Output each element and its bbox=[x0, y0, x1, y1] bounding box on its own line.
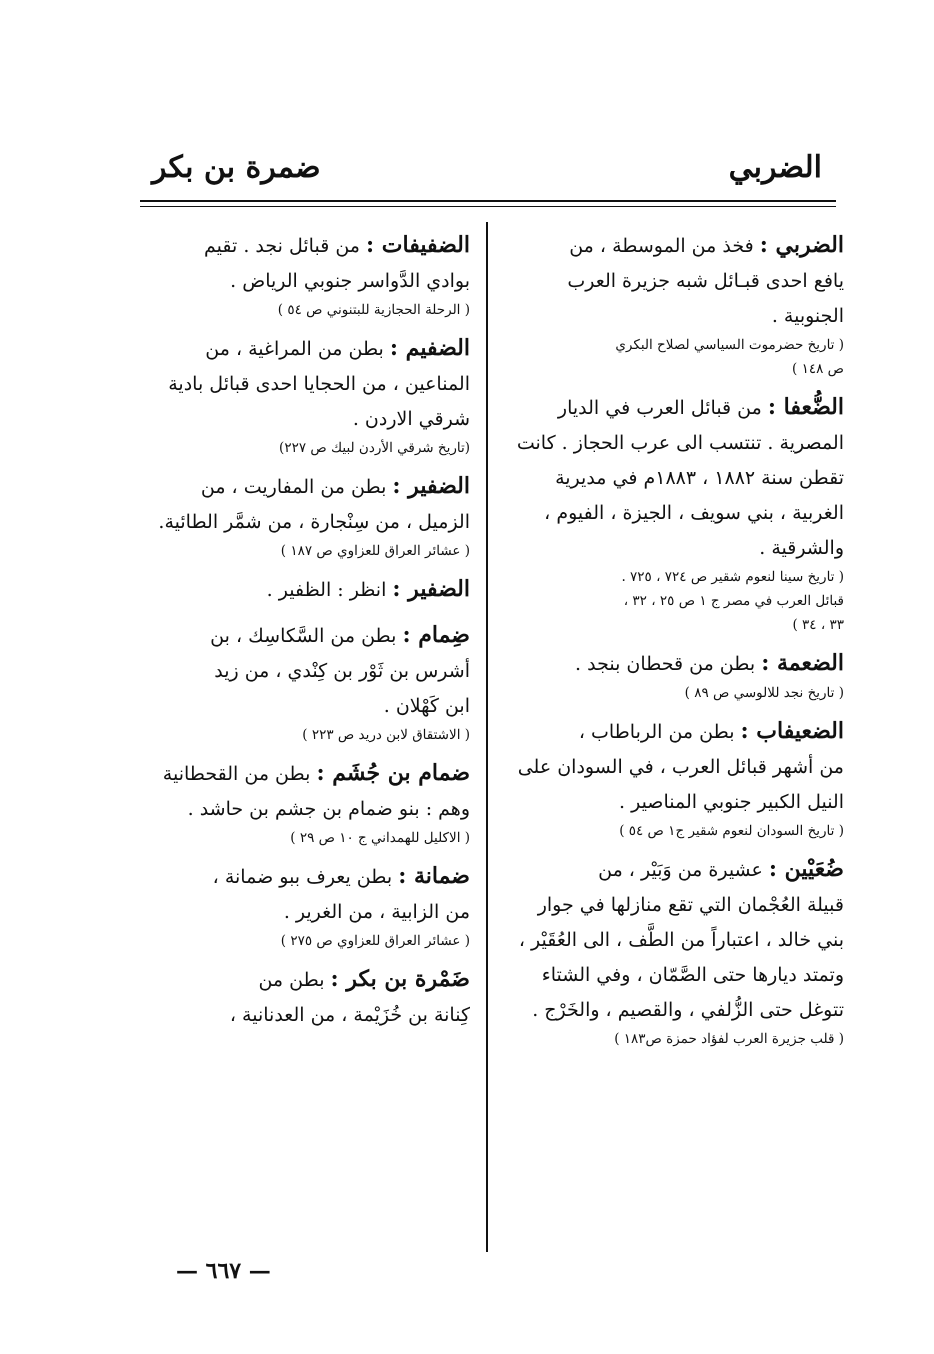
entry-text: بطن من الرباطاب ، bbox=[578, 721, 735, 743]
entry-text: يافع احدى قبـائل شبه جزيرة العرب bbox=[567, 270, 844, 292]
dictionary-entry bbox=[500, 852, 844, 1050]
entry-text-line bbox=[128, 689, 470, 724]
entry-text: عشيرة من وَبَيْر ، من bbox=[598, 859, 763, 881]
entry-text: بوادي الدَّواسر جنوبي الرياض . bbox=[230, 270, 470, 292]
entry-text: ابن كَهْلان . bbox=[383, 695, 470, 717]
entry-text: شرقي الاردن . bbox=[352, 408, 470, 430]
entry-text-line bbox=[500, 390, 844, 426]
entry-text-line bbox=[128, 792, 470, 827]
entry-source: ( تاريخ السودان لنعوم شقير ج١ ص ٥٤ ) bbox=[619, 823, 844, 839]
entry-text: بطن من المفاريت ، من bbox=[200, 476, 387, 498]
entry-headword: الضُّعفا : bbox=[767, 394, 844, 420]
entry-text-line bbox=[500, 923, 844, 958]
entry-text-line bbox=[128, 367, 470, 402]
entry-text: الغربية ، بني سويف ، الجيزة ، الفيوم ، bbox=[544, 502, 844, 524]
entry-headword: ضمانة : bbox=[398, 863, 470, 889]
entry-text: من أشهر قبائل العرب ، في السودان على bbox=[517, 756, 844, 778]
entry-text-line bbox=[128, 469, 470, 505]
entry-text: وهم : بنو ضمام بن جشم بن حاشد . bbox=[187, 798, 470, 820]
entry-text-line bbox=[500, 228, 844, 264]
entry-text: من قبائل العرب في الديار bbox=[557, 397, 762, 419]
entry-text-line bbox=[128, 998, 470, 1033]
entry-text: تقطن سنة ١٨٨٢ ، ١٨٨٣م في مديرية bbox=[555, 467, 844, 489]
entry-text: الجنوبية . bbox=[771, 305, 844, 327]
entry-text-line bbox=[128, 618, 470, 654]
dictionary-entry bbox=[128, 618, 470, 746]
entry-source: ( تاريخ نجد للالوسي ص ٨٩ ) bbox=[684, 685, 844, 701]
entry-headword: ضُعَيْين : bbox=[768, 856, 844, 882]
entry-text: من قبائل نجد . تقيم bbox=[204, 235, 360, 257]
entry-text: تتوغل حتى الزُّلفي ، والقصيم ، والخَرْج . bbox=[532, 999, 844, 1021]
entry-text-line bbox=[500, 714, 844, 750]
dictionary-entry bbox=[128, 962, 470, 1033]
running-header-left: ضمرة بن بكر bbox=[152, 150, 321, 185]
entry-text-line bbox=[128, 402, 470, 437]
entry-text-line bbox=[500, 496, 844, 531]
entry-text: الزميل ، من سِنْجارة ، من شمَّر الطائية. bbox=[158, 511, 470, 533]
header-rule-thin bbox=[140, 206, 836, 207]
dictionary-entry bbox=[500, 714, 844, 842]
entry-text-line bbox=[500, 852, 844, 888]
entry-headword: الضفيم : bbox=[389, 335, 470, 361]
entry-source: ( تاريخ حضرموت السياسي لصلاح البكري bbox=[615, 337, 844, 353]
entry-text-line bbox=[500, 264, 844, 299]
dictionary-entry bbox=[128, 228, 470, 321]
entry-headword: الضفير : bbox=[392, 576, 470, 602]
dictionary-entry bbox=[500, 646, 844, 704]
entry-source: قبائل العرب في مصر ج ١ ص ٢٥ ، ٣٢ ، bbox=[623, 593, 844, 609]
entry-text-line bbox=[500, 461, 844, 496]
entry-text-line bbox=[128, 264, 470, 299]
entry-source: ص ١٤٨ ) bbox=[792, 361, 844, 377]
dictionary-entry bbox=[128, 859, 470, 952]
entry-text: المصرية . تنتسب الى عرب الحجاز . كانت bbox=[516, 432, 844, 454]
entry-text-line bbox=[128, 962, 470, 998]
entry-text-line bbox=[128, 228, 470, 264]
column-divider bbox=[486, 222, 488, 1252]
entry-text: النيل الكبير جنوبي المناصير . bbox=[619, 791, 844, 813]
right-column bbox=[500, 228, 844, 1060]
entry-text: المناعين ، من الحجايا احدى قبائل بادية bbox=[168, 373, 470, 395]
entry-text: قبيلة العُجْمان التي تقع منازلها في جوار bbox=[537, 894, 844, 916]
entry-text: بطن من المراغية ، من bbox=[205, 338, 384, 360]
entry-text: بطن يعرف ببو ضمانة ، bbox=[212, 866, 393, 888]
entry-text: والشرقية . bbox=[759, 537, 844, 559]
entry-source: ( الاكليل للهمداني ج ١٠ ص ٢٩ ) bbox=[290, 830, 470, 846]
entry-text: انظر : الظفير . bbox=[266, 579, 387, 601]
entry-source: ( الاشتقاق لابن دريد ص ٢٢٣ ) bbox=[302, 727, 470, 743]
dictionary-entry bbox=[500, 228, 844, 380]
dictionary-entry bbox=[128, 331, 470, 459]
dictionary-entry bbox=[500, 390, 844, 636]
entry-text: بني خالد ، اعتباراً من الطَّف ، الى العُقَيْر ، bbox=[518, 929, 844, 951]
entry-headword: الضعيفاب : bbox=[740, 718, 844, 744]
entry-text: بطن من bbox=[258, 969, 325, 991]
entry-text-line bbox=[500, 426, 844, 461]
left-column bbox=[128, 228, 470, 1043]
entry-headword: ضمام بن جُشَم : bbox=[316, 760, 470, 786]
header-rule bbox=[140, 200, 836, 202]
entry-headword: ضِمام : bbox=[402, 622, 470, 648]
dictionary-entry bbox=[128, 469, 470, 562]
entry-text-line bbox=[128, 895, 470, 930]
entry-text-line bbox=[128, 572, 470, 608]
entry-text: بطن من القحطانية bbox=[162, 763, 311, 785]
entry-text-line bbox=[128, 505, 470, 540]
page-number: — ٦٦٧ — bbox=[176, 1258, 271, 1284]
entry-headword: ضَمْرة بن بكر : bbox=[330, 966, 470, 992]
entry-text: فخذ من الموسطة ، من bbox=[569, 235, 754, 257]
entry-source: ( قلب جزيرة العرب لفؤاد حمزة ص١٨٣ ) bbox=[614, 1031, 844, 1047]
entry-text: أشرس بن ثَوْر بن كِنْدي ، من زيد bbox=[214, 660, 470, 682]
entry-text-line bbox=[500, 646, 844, 682]
running-header-right: الضربي bbox=[728, 150, 822, 185]
dictionary-entry bbox=[128, 572, 470, 608]
entry-source: ( عشائر العراق للعزاوي ص ٢٧٥ ) bbox=[280, 933, 470, 949]
entry-text-line bbox=[500, 531, 844, 566]
entry-text-line bbox=[500, 299, 844, 334]
entry-source: ٣٣ ، ٣٤ ) bbox=[792, 617, 844, 633]
entry-text-line bbox=[500, 993, 844, 1028]
entry-text-line bbox=[500, 750, 844, 785]
entry-text: بطن من السَّكاسِك ، بن bbox=[210, 625, 397, 647]
entry-text-line bbox=[500, 785, 844, 820]
entry-headword: الضربي : bbox=[759, 232, 844, 258]
entry-text: وتمتد ديارها حتى الصَّمّان ، وفي الشتاء bbox=[541, 964, 844, 986]
entry-text-line bbox=[128, 859, 470, 895]
entry-text: كِنانة بن خُزَيْمة ، من العدنانية ، bbox=[229, 1004, 470, 1026]
entry-headword: الضفيفات : bbox=[366, 232, 470, 258]
entry-source: ( الرحلة الحجازية للبتنوني ص ٥٤ ) bbox=[277, 302, 470, 318]
entry-source: (تاريخ شرقي الأردن لبيك ص ٢٢٧) bbox=[279, 440, 470, 456]
entry-source: ( تاريخ سينا لنعوم شقير ص ٧٢٤ ، ٧٢٥ . bbox=[621, 569, 844, 585]
entry-headword: الضفير : bbox=[392, 473, 470, 499]
entry-text-line bbox=[128, 756, 470, 792]
entry-source: ( عشائر العراق للعزاوي ص ١٨٧ ) bbox=[280, 543, 470, 559]
dictionary-entry bbox=[128, 756, 470, 849]
entry-text-line bbox=[500, 958, 844, 993]
entry-headword: الضعمة : bbox=[761, 650, 844, 676]
entry-text-line bbox=[128, 654, 470, 689]
entry-text: بطن من قحطان بنجد . bbox=[575, 653, 756, 675]
entry-text-line bbox=[128, 331, 470, 367]
entry-text: من الزابية ، من الغرير . bbox=[283, 901, 470, 923]
entry-text-line bbox=[500, 888, 844, 923]
